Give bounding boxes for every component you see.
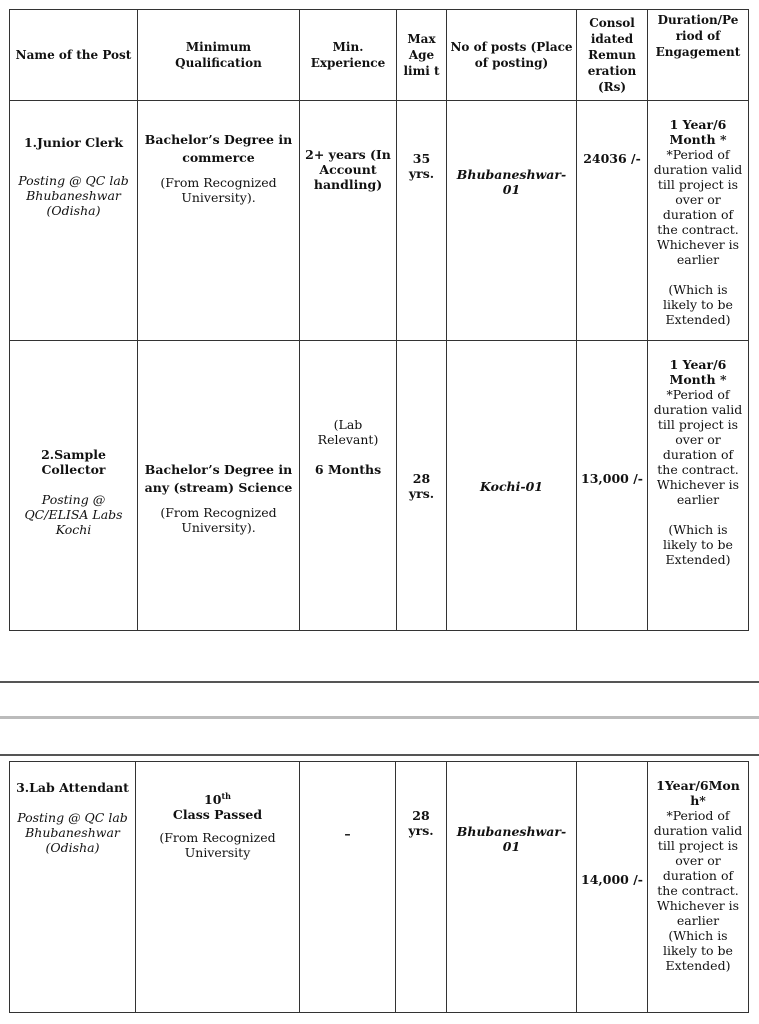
duration-head: 1 Year/6 Month * — [669, 117, 727, 147]
header-duration: Duration/Pe riod of Engagement — [648, 10, 749, 101]
duration-cell — [648, 762, 749, 1013]
duration-note: (Which is likely to be Extended) — [663, 522, 733, 567]
post-cell — [10, 341, 138, 631]
table-row — [10, 101, 749, 341]
recruitment-table-top — [9, 9, 749, 631]
qualification-note: (From Recognized University). — [160, 505, 277, 535]
age-cell — [397, 341, 447, 631]
post-name: 1.Junior Clerk — [23, 135, 124, 150]
qualification-rest: Class Passed — [172, 807, 263, 822]
posting-location: Posting @ QC lab Bhubaneshwar (Odisha) — [17, 810, 128, 855]
remuneration: 13,000 /- — [581, 471, 643, 486]
max-age: 28 yrs. — [408, 471, 435, 501]
qualification: Bachelor’s Degree in commerce — [144, 132, 293, 165]
duration-cell — [648, 341, 749, 631]
qualification-ordinal: th — [221, 790, 231, 801]
duration-body: *Period of duration valid till project is over or duration of the contract. Whichever is earlier — [653, 147, 743, 267]
experience-cell — [300, 762, 396, 1013]
experience: – — [344, 826, 351, 841]
post-cell — [10, 762, 136, 1013]
remuneration-cell — [577, 341, 648, 631]
page-divider — [0, 716, 759, 719]
qualification-cell — [138, 341, 300, 631]
remuneration: 14,000 /- — [581, 872, 643, 887]
duration-body: *Period of duration valid till project is over or duration of the contract. Whichever is earlier — [653, 387, 743, 507]
duration-note: (Which is likely to be Extended) — [663, 282, 733, 327]
posts-place: Kochi-01 — [480, 479, 543, 494]
page-divider — [0, 754, 759, 756]
page-divider — [0, 681, 759, 683]
experience-cell — [300, 341, 397, 631]
table-header-row — [10, 10, 749, 101]
posts-cell — [447, 762, 577, 1013]
posts-cell — [447, 101, 577, 341]
duration-note: (Which is likely to be Extended) — [663, 928, 733, 973]
table-row — [10, 341, 749, 631]
qualification-cell — [138, 101, 300, 341]
header-remuneration: Consol idated Remun eration (Rs) — [577, 10, 648, 101]
post-cell — [10, 101, 138, 341]
duration-body: *Period of duration valid till project is over or duration of the contract. Whichever is earlier — [653, 808, 743, 928]
age-cell — [397, 101, 447, 341]
post-name: 2.Sample Collector — [41, 447, 106, 477]
qualification-note: (From Recognized University). — [160, 175, 277, 205]
experience-note: (Lab Relevant) — [317, 417, 379, 447]
age-cell — [396, 762, 447, 1013]
header-qualification: Minimum Qualification — [138, 10, 300, 101]
qualification-cell — [136, 762, 300, 1013]
remuneration: 24036 /- — [583, 151, 641, 166]
max-age: 35 yrs. — [408, 151, 435, 181]
header-post: Name of the Post — [10, 10, 138, 101]
recruitment-table-bottom — [9, 761, 749, 1013]
duration-head: 1 Year/6 Month * — [669, 357, 727, 387]
max-age: 28 yrs. — [408, 808, 434, 838]
posts-place: Bhubaneshwar-01 — [456, 824, 567, 854]
experience: 2+ years (In Account handling) — [305, 147, 391, 192]
header-posts: No of posts (Place of posting) — [447, 10, 577, 101]
posts-place: Bhubaneshwar-01 — [456, 167, 567, 197]
qualification-note: (From Recognized University — [159, 830, 276, 860]
table-row — [10, 762, 749, 1013]
remuneration-cell — [577, 101, 648, 341]
post-name: 3.Lab Attendant — [16, 780, 129, 795]
posts-cell — [447, 341, 577, 631]
header-experience: Min. Experience — [300, 10, 397, 101]
qualification: Bachelor’s Degree in any (stream) Science — [144, 462, 293, 495]
qualification — [139, 792, 296, 807]
duration-head: 1Year/6Mon h* — [656, 778, 740, 808]
posting-location: Posting @ QC lab Bhubaneshwar (Odisha) — [18, 173, 129, 218]
header-age: Max Age limi t — [397, 10, 447, 101]
posting-location: Posting @ QC/ELISA Labs Kochi — [24, 492, 123, 537]
duration-cell — [648, 101, 749, 341]
qualification-number: 10 — [204, 792, 222, 807]
experience: 6 Months — [314, 462, 382, 477]
experience-cell — [300, 101, 397, 341]
remuneration-cell — [577, 762, 648, 1013]
